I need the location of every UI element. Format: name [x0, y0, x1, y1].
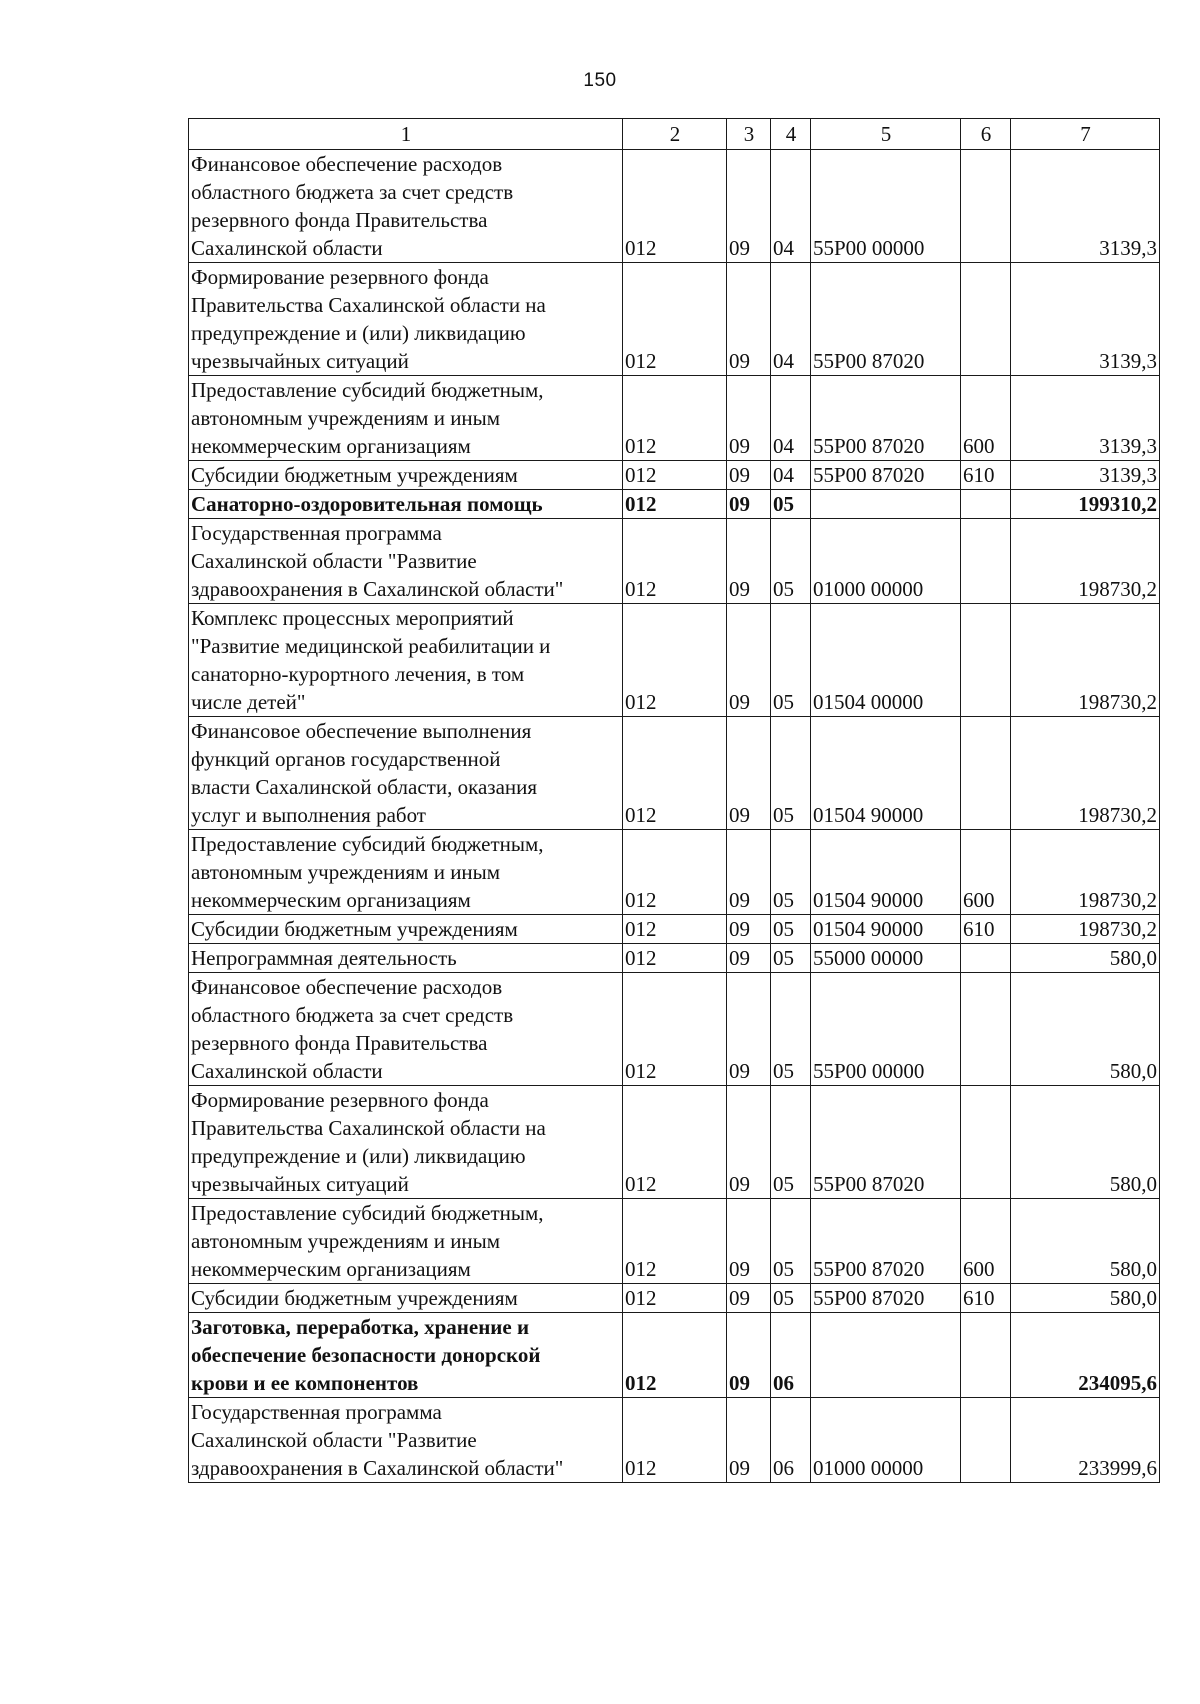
row-name-cell: Формирование резервного фонда Правительства Сахалинской области на предупреждение и (или) ликвидацию чрезвычайных ситуаций [189, 1086, 623, 1199]
row-target-article-cell: 01000 00000 [811, 519, 961, 604]
row-subsection-cell: 04 [771, 461, 811, 490]
row-expense-type-cell: 600 [961, 376, 1011, 461]
row-name-cell: Государственная программа Сахалинской области "Развитие здравоохранения в Сахалинской области" [189, 1398, 623, 1483]
table-row [189, 830, 1160, 915]
column-header: 7 [1011, 119, 1160, 150]
row-target-article-cell: 01504 90000 [811, 915, 961, 944]
row-target-article-cell: 55Р00 87020 [811, 263, 961, 376]
row-name-cell: Субсидии бюджетным учреждениям [189, 915, 623, 944]
row-name-cell: Санаторно-оздоровительная помощь [189, 490, 623, 519]
row-subsection-cell: 05 [771, 717, 811, 830]
row-admin-code-cell: 012 [623, 1398, 727, 1483]
header-row [189, 119, 1160, 150]
column-header: 2 [623, 119, 727, 150]
row-subsection-cell: 05 [771, 604, 811, 717]
row-target-article-cell: 01504 90000 [811, 830, 961, 915]
row-section-cell: 09 [727, 830, 771, 915]
row-name-cell: Субсидии бюджетным учреждениям [189, 461, 623, 490]
row-subsection-cell: 06 [771, 1313, 811, 1398]
row-name-cell: Комплекс процессных мероприятий "Развитие медицинской реабилитации и санаторно-курортного лечения, в том числе детей" [189, 604, 623, 717]
budget-table [188, 118, 1160, 1483]
row-subsection-cell: 05 [771, 944, 811, 973]
row-section-cell: 09 [727, 1199, 771, 1284]
row-admin-code-cell: 012 [623, 461, 727, 490]
row-target-article-cell: 01504 90000 [811, 717, 961, 830]
row-target-article-cell: 55000 00000 [811, 944, 961, 973]
table-row [189, 150, 1160, 263]
row-expense-type-cell [961, 519, 1011, 604]
row-target-article-cell: 01000 00000 [811, 1398, 961, 1483]
table-row [189, 461, 1160, 490]
row-name-cell: Предоставление субсидий бюджетным, автономным учреждениям и иным некоммерческим организациям [189, 830, 623, 915]
row-section-cell: 09 [727, 263, 771, 376]
row-admin-code-cell: 012 [623, 490, 727, 519]
row-admin-code-cell: 012 [623, 1086, 727, 1199]
row-target-article-cell [811, 490, 961, 519]
table-row [189, 1284, 1160, 1313]
page-number: 150 [583, 70, 617, 91]
row-amount-cell: 234095,6 [1011, 1313, 1160, 1398]
row-expense-type-cell [961, 1313, 1011, 1398]
row-subsection-cell: 05 [771, 519, 811, 604]
row-section-cell: 09 [727, 376, 771, 461]
table-row [189, 519, 1160, 604]
row-section-cell: 09 [727, 1284, 771, 1313]
row-name-cell: Предоставление субсидий бюджетным, автономным учреждениям и иным некоммерческим организациям [189, 1199, 623, 1284]
row-amount-cell: 3139,3 [1011, 263, 1160, 376]
row-amount-cell: 3139,3 [1011, 150, 1160, 263]
row-subsection-cell: 05 [771, 1199, 811, 1284]
row-target-article-cell: 55Р00 87020 [811, 1199, 961, 1284]
row-section-cell: 09 [727, 717, 771, 830]
row-amount-cell: 199310,2 [1011, 490, 1160, 519]
table-row [189, 376, 1160, 461]
row-admin-code-cell: 012 [623, 1313, 727, 1398]
row-expense-type-cell [961, 150, 1011, 263]
row-name-cell: Формирование резервного фонда Правительства Сахалинской области на предупреждение и (или) ликвидацию чрезвычайных ситуаций [189, 263, 623, 376]
row-admin-code-cell: 012 [623, 915, 727, 944]
row-expense-type-cell: 610 [961, 915, 1011, 944]
row-admin-code-cell: 012 [623, 973, 727, 1086]
row-name-cell: Непрограммная деятельность [189, 944, 623, 973]
row-admin-code-cell: 012 [623, 376, 727, 461]
table-row [189, 1313, 1160, 1398]
row-section-cell: 09 [727, 490, 771, 519]
row-expense-type-cell: 610 [961, 461, 1011, 490]
row-subsection-cell: 04 [771, 376, 811, 461]
table-row [189, 604, 1160, 717]
row-amount-cell: 580,0 [1011, 1199, 1160, 1284]
row-target-article-cell: 55Р00 87020 [811, 461, 961, 490]
table-row [189, 973, 1160, 1086]
row-expense-type-cell [961, 1086, 1011, 1199]
row-subsection-cell: 04 [771, 150, 811, 263]
row-target-article-cell: 55Р00 87020 [811, 376, 961, 461]
row-amount-cell: 198730,2 [1011, 830, 1160, 915]
row-expense-type-cell [961, 604, 1011, 717]
row-amount-cell: 198730,2 [1011, 604, 1160, 717]
row-admin-code-cell: 012 [623, 1199, 727, 1284]
row-section-cell: 09 [727, 915, 771, 944]
row-section-cell: 09 [727, 1313, 771, 1398]
row-section-cell: 09 [727, 973, 771, 1086]
row-amount-cell: 580,0 [1011, 1086, 1160, 1199]
row-section-cell: 09 [727, 461, 771, 490]
row-target-article-cell: 55Р00 87020 [811, 1284, 961, 1313]
row-expense-type-cell [961, 1398, 1011, 1483]
row-subsection-cell: 05 [771, 973, 811, 1086]
table-row [189, 263, 1160, 376]
row-section-cell: 09 [727, 604, 771, 717]
column-header: 6 [961, 119, 1011, 150]
row-admin-code-cell: 012 [623, 1284, 727, 1313]
table-body [189, 150, 1160, 1483]
row-subsection-cell: 05 [771, 1086, 811, 1199]
row-subsection-cell: 05 [771, 490, 811, 519]
row-target-article-cell [811, 1313, 961, 1398]
row-amount-cell: 580,0 [1011, 944, 1160, 973]
row-name-cell: Субсидии бюджетным учреждениям [189, 1284, 623, 1313]
table-row [189, 717, 1160, 830]
column-header: 3 [727, 119, 771, 150]
row-admin-code-cell: 012 [623, 830, 727, 915]
table-row [189, 1398, 1160, 1483]
row-admin-code-cell: 012 [623, 519, 727, 604]
row-name-cell: Финансовое обеспечение расходов областного бюджета за счет средств резервного фонда Правительства Сахалинской области [189, 973, 623, 1086]
row-expense-type-cell [961, 263, 1011, 376]
row-section-cell: 09 [727, 150, 771, 263]
row-expense-type-cell [961, 717, 1011, 830]
table-row [189, 490, 1160, 519]
row-name-cell: Финансовое обеспечение расходов областного бюджета за счет средств резервного фонда Правительства Сахалинской области [189, 150, 623, 263]
row-name-cell: Заготовка, переработка, хранение и обеспечение безопасности донорской крови и ее компонентов [189, 1313, 623, 1398]
row-subsection-cell: 05 [771, 1284, 811, 1313]
row-subsection-cell: 05 [771, 915, 811, 944]
row-name-cell: Предоставление субсидий бюджетным, автономным учреждениям и иным некоммерческим организациям [189, 376, 623, 461]
row-admin-code-cell: 012 [623, 263, 727, 376]
row-amount-cell: 580,0 [1011, 1284, 1160, 1313]
row-amount-cell: 233999,6 [1011, 1398, 1160, 1483]
row-section-cell: 09 [727, 519, 771, 604]
row-amount-cell: 3139,3 [1011, 461, 1160, 490]
row-amount-cell: 198730,2 [1011, 717, 1160, 830]
row-admin-code-cell: 012 [623, 150, 727, 263]
row-expense-type-cell: 600 [961, 1199, 1011, 1284]
row-amount-cell: 198730,2 [1011, 915, 1160, 944]
row-amount-cell: 580,0 [1011, 973, 1160, 1086]
row-expense-type-cell: 610 [961, 1284, 1011, 1313]
column-header: 5 [811, 119, 961, 150]
row-section-cell: 09 [727, 1086, 771, 1199]
row-subsection-cell: 04 [771, 263, 811, 376]
row-target-article-cell: 55Р00 00000 [811, 150, 961, 263]
row-name-cell: Финансовое обеспечение выполнения функций органов государственной власти Сахалинской области, оказания услуг и выполнения работ [189, 717, 623, 830]
column-header: 4 [771, 119, 811, 150]
row-expense-type-cell [961, 973, 1011, 1086]
row-expense-type-cell [961, 490, 1011, 519]
row-section-cell: 09 [727, 944, 771, 973]
row-subsection-cell: 06 [771, 1398, 811, 1483]
row-admin-code-cell: 012 [623, 604, 727, 717]
row-amount-cell: 198730,2 [1011, 519, 1160, 604]
table-row [189, 915, 1160, 944]
row-name-cell: Государственная программа Сахалинской области "Развитие здравоохранения в Сахалинской области" [189, 519, 623, 604]
row-target-article-cell: 55Р00 87020 [811, 1086, 961, 1199]
row-expense-type-cell [961, 944, 1011, 973]
row-amount-cell: 3139,3 [1011, 376, 1160, 461]
table-row [189, 1086, 1160, 1199]
row-admin-code-cell: 012 [623, 717, 727, 830]
column-header: 1 [189, 119, 623, 150]
row-subsection-cell: 05 [771, 830, 811, 915]
row-admin-code-cell: 012 [623, 944, 727, 973]
table-row [189, 1199, 1160, 1284]
row-expense-type-cell: 600 [961, 830, 1011, 915]
row-section-cell: 09 [727, 1398, 771, 1483]
row-target-article-cell: 55Р00 00000 [811, 973, 961, 1086]
table-row [189, 944, 1160, 973]
row-target-article-cell: 01504 00000 [811, 604, 961, 717]
